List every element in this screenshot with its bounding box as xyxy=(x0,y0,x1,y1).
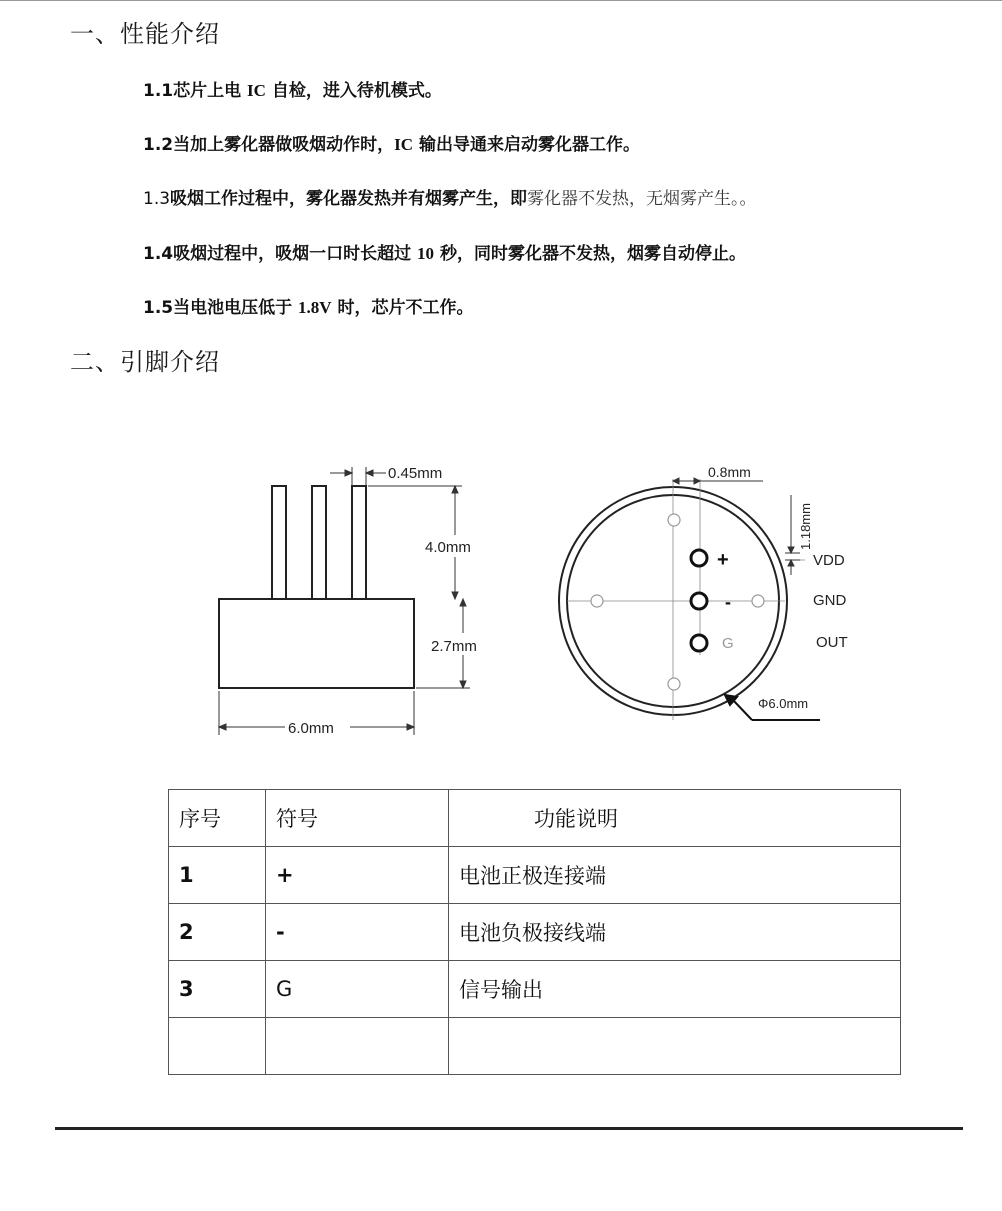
body-width-label: 6.0mm xyxy=(288,720,334,737)
row-function: 电池正极连接端 xyxy=(449,847,901,904)
row-symbol xyxy=(266,1018,449,1075)
top-view-diagram xyxy=(555,455,855,745)
section-2-title: 二、引脚介绍 xyxy=(70,348,220,376)
feature-item-3: 1.3吸烟工作过程中，雾化器发热并有烟雾产生，即雾化器不发热，无烟雾产生。。 xyxy=(143,189,757,209)
pin-vdd-shape xyxy=(691,550,707,566)
pin-gnd-shape xyxy=(691,593,707,609)
row-index xyxy=(169,1018,266,1075)
pin-name-gnd: GND xyxy=(813,592,847,609)
row-function: 电池负极接线端 xyxy=(449,904,901,961)
row-function: 信号输出 xyxy=(449,961,901,1018)
pin-pitch-label: 0.8mm xyxy=(708,464,751,480)
sensor-body-shape xyxy=(219,599,414,688)
pin-2-shape xyxy=(312,486,326,599)
offset-label: 1.18mm xyxy=(798,503,813,550)
diameter-label: Φ6.0mm xyxy=(758,696,809,711)
pin-width-label: 0.45mm xyxy=(388,465,443,482)
row-index: 3 xyxy=(169,961,266,1018)
side-view-diagram xyxy=(200,455,510,745)
table-row xyxy=(169,961,901,1018)
feature-item-5: 1.5当电池电压低于 1.8V 时，芯片不工作。 xyxy=(143,298,474,318)
body-height-label: 2.7mm xyxy=(431,638,477,655)
table-row xyxy=(169,1018,901,1075)
feature-item-2: 1.2当加上雾化器做吸烟动作时，IC 输出导通来启动雾化器工作。 xyxy=(143,135,640,155)
header-index: 序号 xyxy=(169,790,266,847)
pin-length-label: 4.0mm xyxy=(425,539,471,556)
row-index: 1 xyxy=(169,847,266,904)
pin-1-shape xyxy=(272,486,286,599)
row-function xyxy=(449,1018,901,1075)
header-function: 功能说明 xyxy=(449,790,901,847)
bottom-rule xyxy=(55,1127,963,1130)
row-symbol: G xyxy=(266,961,449,1018)
row-symbol: - xyxy=(266,904,449,961)
row-index: 2 xyxy=(169,904,266,961)
feature-item-1: 1.1芯片上电 IC 自检，进入待机模式。 xyxy=(143,81,442,101)
pin-mark-plus: + xyxy=(717,549,729,571)
table-row xyxy=(169,847,901,904)
pin-table xyxy=(168,789,901,1075)
feature-item-4: 1.4吸烟过程中，吸烟一口时长超过 10 秒，同时雾化器不发热，烟雾自动停止。 xyxy=(143,244,746,264)
row-symbol: + xyxy=(266,847,449,904)
pin-mark-minus: - xyxy=(725,592,731,612)
table-header-row xyxy=(169,790,901,847)
pin-out-shape xyxy=(691,635,707,651)
pin-mark-g: G xyxy=(722,635,734,652)
table-row xyxy=(169,904,901,961)
pin-3-shape xyxy=(352,486,366,599)
header-symbol: 符号 xyxy=(266,790,449,847)
pin-name-vdd: VDD xyxy=(813,552,845,569)
top-rule xyxy=(0,0,1002,1)
pin-name-out: OUT xyxy=(816,634,848,651)
section-1-title: 一、性能介绍 xyxy=(70,20,220,48)
